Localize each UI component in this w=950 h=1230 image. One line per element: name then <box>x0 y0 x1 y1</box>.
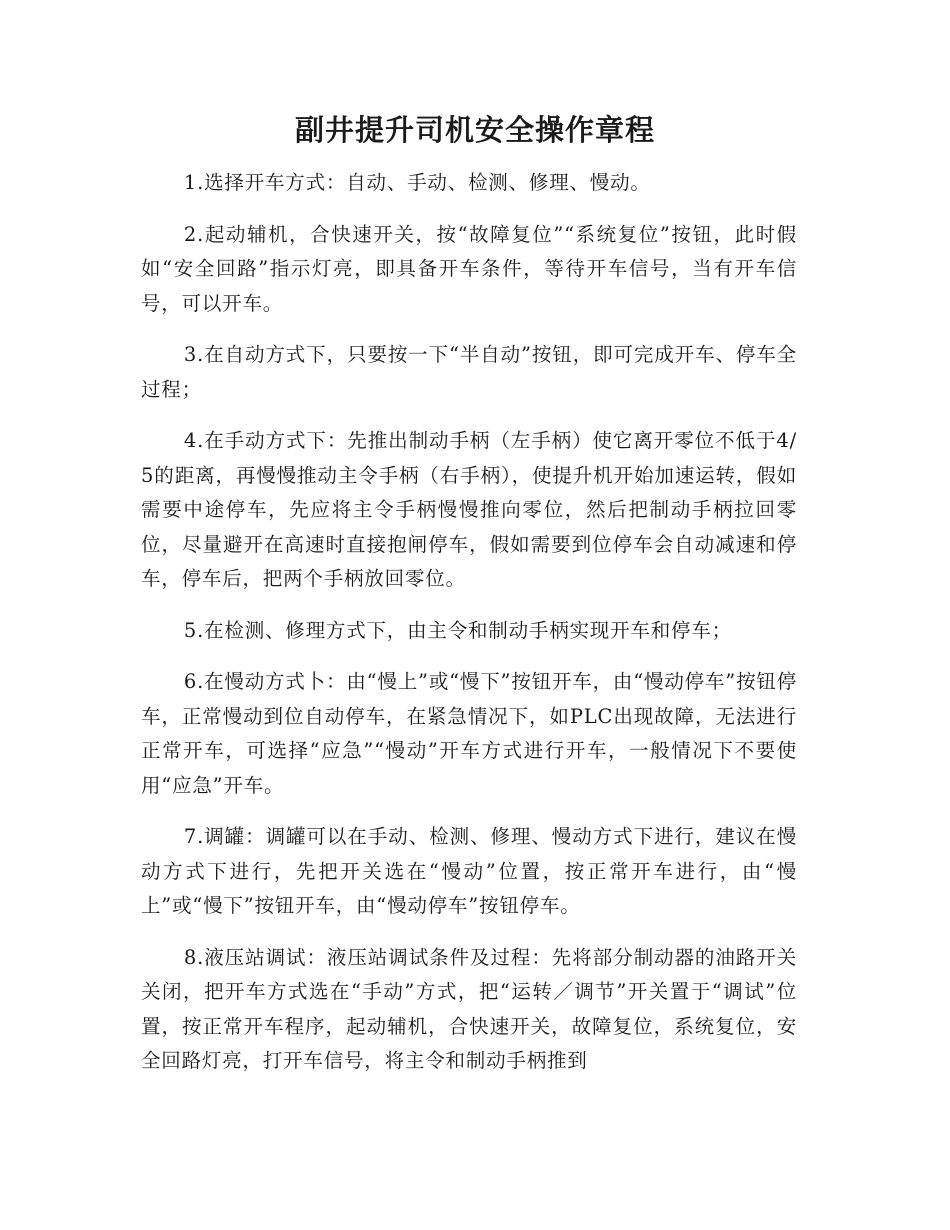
document-body <box>141 166 797 1096</box>
paragraph-4: 4.在手动方式下：先推出制动手柄（左手柄）使它离开零位不低于4/5的距离，再慢慢推动主令手柄（右手柄），使提升机开始加速运转，假如需要中途停车，先应将主令手柄慢慢推向零位，然后把制动手柄拉回零位，尽量避开在高速时直接抱闸停车，假如需要到位停车会自动减速和停车，停车后，把两个手柄放回零位。 <box>141 429 797 590</box>
paragraph-5: 5.在检测、修理方式下，由主令和制动手柄实现开车和停车； <box>183 618 732 642</box>
paragraph-1: 1.选择开车方式：自动、手动、检测、修理、慢动。 <box>183 171 651 194</box>
paragraph-6: 6.在慢动方式卜：由“慢上”或“慢下”按钮开车，由“慢动停车”按钮停车，正常慢动到位自动停车，在紧急情况下，如PLC出现故障，无法进行正常开车，可选择“应急”“慢动”开车方式进行开车，一般情况下不要使用“应急”开车。 <box>141 670 797 797</box>
paragraph-8: 8.液压站调试：液压站调试条件及过程：先将部分制动器的油路开关关闭，把开车方式选在“手动”方式，把“运转／调节”开关置于“调试”位置，按正常开车程序，起动辅机，合快速开关，故障复位，系统复位，安全回路灯亮，打开车信号，将主令和制动手柄推到 <box>141 945 797 1072</box>
paragraph-3: 3.在自动方式下，只要按一下“半自动”按钮，即可完成开车、停车全过程； <box>141 343 797 401</box>
paragraph-2: 2.起动辅机，合快速开关，按“故障复位”“系统复位”按钮，此时假如“安全回路”指示灯亮，即具备开车条件，等待开车信号，当有开车信号，可以开车。 <box>141 222 797 315</box>
document-title: 副井提升司机安全操作章程 <box>294 113 655 147</box>
paragraph-7: 7.调罐：调罐可以在手动、检测、修理、慢动方式下进行，建议在慢动方式下进行，先把开关选在“慢动”位置，按正常开车进行，由“慢上”或“慢下”按钮开车，由“慢动停车”按钮停车。 <box>141 825 797 917</box>
